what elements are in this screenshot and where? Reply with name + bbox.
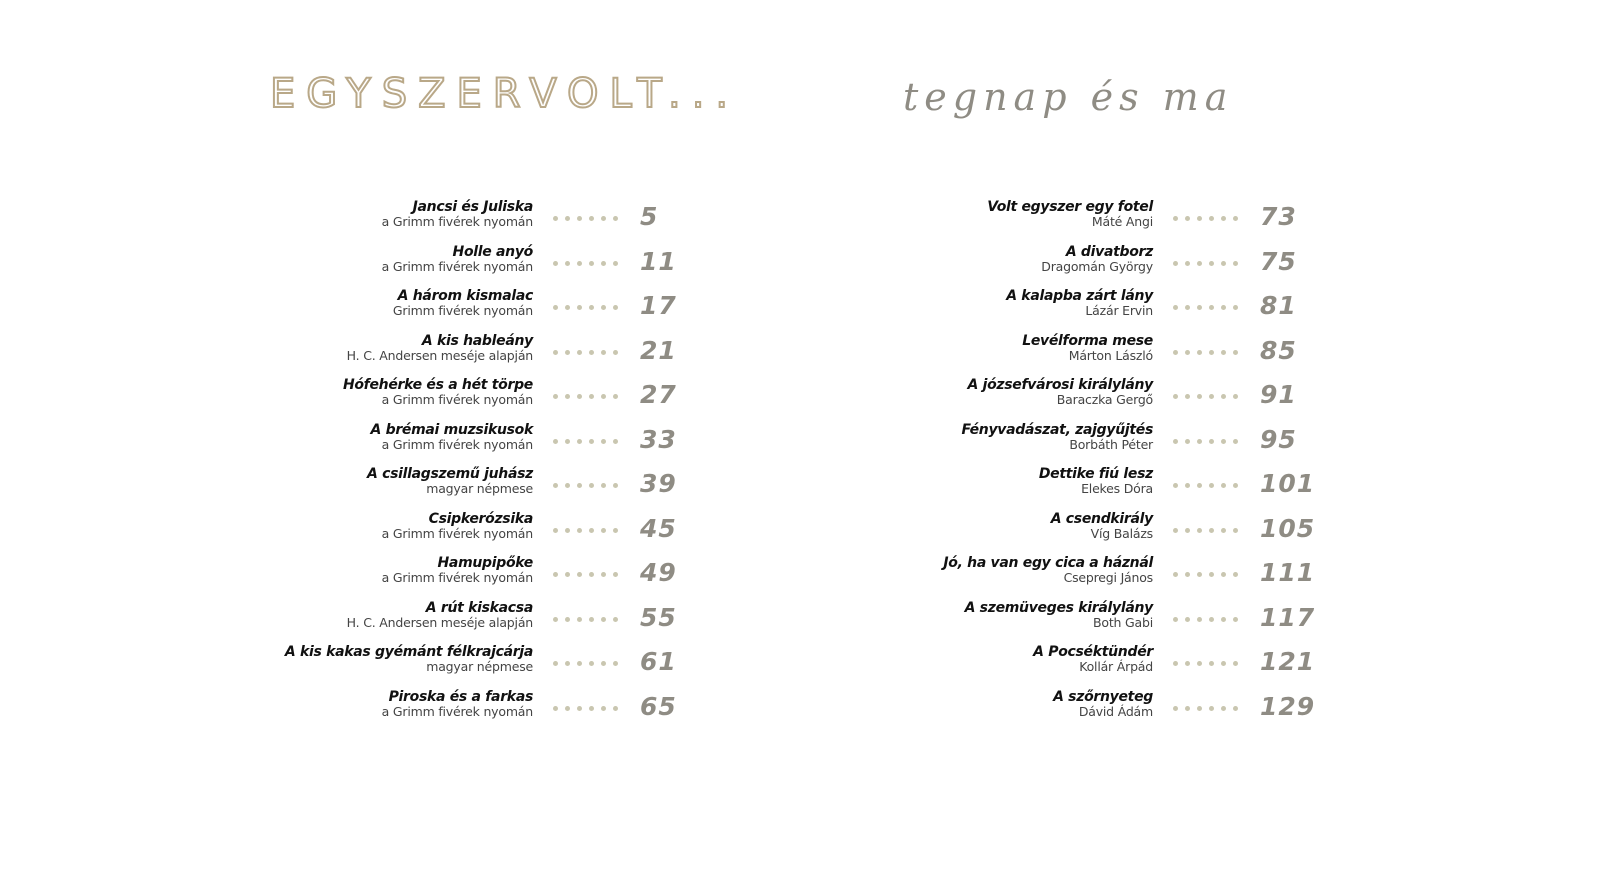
story-title: A rút kiskacsa [425,599,533,616]
story-title: A kis hableány [421,332,533,349]
leader-dot [577,305,582,310]
leader-dot [565,261,570,266]
leader-dot [1185,617,1190,622]
toc-entry[interactable] [620,512,1320,557]
toc-entry[interactable] [620,378,1320,423]
leader-dot [1185,305,1190,310]
dot-leader [1173,706,1238,711]
dot-leader [553,572,618,577]
leader-dot [553,439,558,444]
toc-entry-text [382,690,533,719]
leader-dot [1185,661,1190,666]
leader-dot [553,261,558,266]
leader-dot [1185,216,1190,221]
page-number: 21 [640,335,677,365]
leader-dot [613,394,618,399]
leader-dot [577,439,582,444]
toc-column-right [620,200,1320,734]
toc-entry-text [1041,245,1153,274]
leader-dot [1233,572,1238,577]
dot-leader [1173,261,1238,266]
leader-dot [1221,261,1226,266]
toc-entry[interactable] [620,690,1320,735]
leader-dot [601,706,606,711]
leader-dot [1185,483,1190,488]
toc-entry-text [382,512,533,541]
page-number: 85 [1260,335,1297,365]
leader-dot [1173,617,1178,622]
story-title: Fényvadászat, zajgyűjtés [961,421,1153,438]
story-author: a Grimm fivérek nyomán [381,525,533,541]
toc-entry[interactable] [0,645,700,690]
story-title: A józsefvárosi királylány [967,377,1153,393]
page-number: 61 [640,647,677,676]
story-author: Both Gabi [1093,614,1153,630]
toc-entry[interactable] [0,200,700,245]
leader-dot [1197,261,1202,266]
leader-dot [589,661,594,666]
leader-dot [1173,305,1178,310]
leader-dot [1197,617,1202,622]
leader-dot [589,483,594,488]
dot-leader [1173,528,1238,533]
toc-entry-text [1051,512,1153,541]
story-author: Elekes Dóra [1081,481,1153,496]
leader-dot [1173,706,1178,711]
leader-dot [1209,706,1214,711]
toc-entry-text [382,556,533,585]
leader-dot [1233,261,1238,266]
page-number: 81 [1260,291,1297,320]
leader-dot [553,661,558,666]
leader-dot [1233,706,1238,711]
leader-dot [1197,706,1202,711]
leader-dot [1221,617,1226,622]
leader-dot [1173,661,1178,666]
leader-dot [1233,305,1238,310]
leader-dot [613,661,618,666]
story-author: H. C. Andersen meséje alapján [346,614,533,630]
leader-dot [1221,706,1226,711]
leader-dot [1233,216,1238,221]
toc-entry[interactable] [0,378,700,423]
page-number: 65 [640,691,677,721]
leader-dot [1197,439,1202,444]
dot-leader [1173,350,1238,355]
toc-entry[interactable] [620,289,1320,334]
story-author: a Grimm fivérek nyomán [381,436,533,452]
leader-dot [1173,394,1178,399]
leader-dot [1233,350,1238,355]
story-title: A csillagszemű juhász [367,466,533,482]
leader-dot [565,572,570,577]
leader-dot [565,394,570,399]
leader-dot [601,528,606,533]
leader-dot [553,483,558,488]
leader-dot [613,305,618,310]
leader-dot [1233,528,1238,533]
leader-dot [589,216,594,221]
dot-leader [553,216,618,221]
leader-dot [565,350,570,355]
leader-dot [577,483,582,488]
toc-entry-text [1053,690,1153,719]
leader-dot [553,350,558,355]
leader-dot [1221,572,1226,577]
toc-entry[interactable] [0,289,700,334]
leader-dot [1197,661,1202,666]
leader-dot [1185,528,1190,533]
page-number: 11 [640,246,677,276]
leader-dot [1173,572,1178,577]
toc-entry-text [943,556,1153,585]
story-author: Máté Angi [1091,214,1153,229]
page-number: 105 [1260,513,1316,543]
story-author: Lázár Ervin [1085,303,1153,318]
leader-dot [589,394,594,399]
story-author: a Grimm fivérek nyomán [381,392,533,407]
leader-dot [1209,216,1214,221]
page-number: 33 [640,424,677,454]
dot-leader [553,483,618,488]
leader-dot [565,216,570,221]
story-author: Dragomán György [1041,258,1153,274]
leader-dot [601,261,606,266]
leader-dot [565,305,570,310]
page-number: 95 [1260,424,1297,454]
toc-entry-text [1033,645,1153,674]
story-title: A kalapba zárt lány [1006,288,1153,304]
story-title: A divatborz [1065,243,1153,260]
leader-dot [601,350,606,355]
toc-entry[interactable] [0,334,700,379]
leader-dot [1173,350,1178,355]
story-title: Levélforma mese [1022,332,1153,349]
story-title: Jó, ha van egy cica a háznál [943,555,1153,571]
leader-dot [1209,261,1214,266]
dot-leader [553,305,618,310]
leader-dot [1209,439,1214,444]
story-author: Baraczka Gergő [1056,392,1153,407]
story-title: A szőrnyeteg [1053,688,1153,705]
leader-dot [589,706,594,711]
leader-dot [565,617,570,622]
toc-entry[interactable] [0,512,700,557]
leader-dot [613,216,618,221]
page-number: 75 [1260,246,1297,276]
leader-dot [553,394,558,399]
book-subtitle: tegnap és ma [903,75,1234,119]
leader-dot [1221,350,1226,355]
leader-dot [1209,528,1214,533]
story-title: Dettike fiú lesz [1038,466,1153,482]
leader-dot [565,706,570,711]
leader-dot [553,617,558,622]
toc-entry-text [347,334,533,363]
leader-dot [553,528,558,533]
leader-dot [601,305,606,310]
toc-entry-text [382,200,533,229]
leader-dot [1209,572,1214,577]
page-number: 111 [1260,558,1316,587]
dot-leader [553,439,618,444]
leader-dot [565,528,570,533]
toc-column-left [0,200,700,734]
page-number: 49 [640,558,677,587]
page-number: 73 [1260,202,1297,231]
toc-entry[interactable] [0,423,700,468]
leader-dot [1185,394,1190,399]
leader-dot [1221,661,1226,666]
leader-dot [613,439,618,444]
story-author: a Grimm fivérek nyomán [381,570,533,585]
toc-entry-text [393,289,533,318]
page-number: 117 [1260,602,1316,632]
leader-dot [613,483,618,488]
leader-dot [1185,439,1190,444]
leader-dot [1233,661,1238,666]
leader-dot [589,350,594,355]
leader-dot [601,617,606,622]
leader-dot [1233,439,1238,444]
leader-dot [1209,350,1214,355]
story-author: a Grimm fivérek nyomán [381,214,533,229]
toc-entry[interactable] [620,245,1320,290]
leader-dot [577,261,582,266]
page-number: 45 [640,513,677,543]
leader-dot [1209,483,1214,488]
story-author: magyar népmese [426,481,533,496]
leader-dot [1233,394,1238,399]
leader-dot [1185,350,1190,355]
leader-dot [1197,305,1202,310]
toc-entry-text [1006,289,1153,318]
book-title: EGYSZERVOLT... [270,71,740,117]
toc-entry[interactable] [620,601,1320,646]
story-title: Hamupipőke [437,555,533,571]
dot-leader [1173,305,1238,310]
dot-leader [553,706,618,711]
dot-leader [1173,216,1238,221]
toc-entry-text [367,467,533,496]
leader-dot [601,394,606,399]
toc-entry[interactable] [620,334,1320,379]
leader-dot [613,617,618,622]
page-number: 55 [640,602,677,632]
leader-dot [1197,394,1202,399]
leader-dot [577,528,582,533]
leader-dot [601,572,606,577]
leader-dot [577,394,582,399]
leader-dot [553,706,558,711]
leader-dot [577,706,582,711]
leader-dot [1209,305,1214,310]
leader-dot [565,661,570,666]
leader-dot [553,305,558,310]
leader-dot [553,216,558,221]
leader-dot [1221,216,1226,221]
leader-dot [589,305,594,310]
toc-entry[interactable] [620,556,1320,601]
leader-dot [613,261,618,266]
dot-leader [553,394,618,399]
page-number: 91 [1260,380,1297,409]
leader-dot [1173,483,1178,488]
dot-leader [553,661,618,666]
leader-dot [553,572,558,577]
toc-entry-text [370,423,533,452]
toc-entry[interactable] [0,556,700,601]
dot-leader [553,350,618,355]
leader-dot [565,483,570,488]
dot-leader [1173,394,1238,399]
story-title: A három kismalac [397,288,533,304]
story-author: Csepregi János [1063,570,1153,585]
story-author: Kollár Árpád [1079,659,1153,674]
story-author: Víg Balázs [1090,525,1153,541]
leader-dot [1221,439,1226,444]
page-number: 129 [1260,691,1316,721]
leader-dot [1197,483,1202,488]
story-title: A csendkirály [1050,510,1153,527]
toc-entry-text [347,601,533,630]
story-author: magyar népmese [426,659,533,674]
story-title: Volt egyszer egy fotel [987,199,1153,215]
story-author: Dávid Ádám [1078,703,1153,719]
page-number: 27 [640,380,677,409]
story-title: Piroska és a farkas [388,688,533,705]
page-number: 17 [640,291,677,320]
leader-dot [589,572,594,577]
leader-dot [1209,617,1214,622]
story-title: A szemüveges királylány [964,599,1153,616]
page-number: 101 [1260,469,1316,498]
toc-entry-text [1022,334,1153,363]
leader-dot [601,439,606,444]
leader-dot [613,572,618,577]
toc-entry-text [1039,467,1153,496]
leader-dot [1209,661,1214,666]
leader-dot [1221,305,1226,310]
leader-dot [1197,216,1202,221]
toc-entry-text [965,601,1153,630]
toc-entry-text [967,378,1153,407]
leader-dot [1173,261,1178,266]
leader-dot [577,617,582,622]
leader-dot [577,572,582,577]
page-number: 5 [640,202,659,231]
leader-dot [589,528,594,533]
leader-dot [1185,706,1190,711]
dot-leader [1173,661,1238,666]
story-author: Grimm fivérek nyomán [392,303,533,318]
story-title: A brémai muzsikusok [370,421,533,438]
leader-dot [613,528,618,533]
leader-dot [613,350,618,355]
dot-leader [553,617,618,622]
story-title: Csipkerózsika [428,510,533,527]
leader-dot [1197,350,1202,355]
page-number: 39 [640,469,677,498]
leader-dot [1221,528,1226,533]
leader-dot [1221,394,1226,399]
leader-dot [601,216,606,221]
leader-dot [589,439,594,444]
leader-dot [1185,261,1190,266]
story-title: A kis kakas gyémánt félkrajcárja [284,644,533,660]
toc-entry[interactable] [0,245,700,290]
toc-entry[interactable] [0,601,700,646]
dot-leader [553,261,618,266]
leader-dot [1185,572,1190,577]
toc-entry-text [285,645,533,674]
toc-entry[interactable] [620,200,1320,245]
dot-leader [1173,439,1238,444]
toc-entry[interactable] [620,645,1320,690]
leader-dot [577,350,582,355]
toc-entry[interactable] [620,423,1320,468]
leader-dot [601,483,606,488]
leader-dot [589,617,594,622]
toc-entry-text [343,378,533,407]
leader-dot [1197,528,1202,533]
leader-dot [577,216,582,221]
story-title: Hófehérke és a hét törpe [342,377,533,393]
leader-dot [1221,483,1226,488]
leader-dot [1173,439,1178,444]
story-title: A Pocséktündér [1033,644,1153,660]
story-title: Holle anyó [452,243,533,260]
story-author: Borbáth Péter [1069,436,1153,452]
dot-leader [1173,572,1238,577]
story-author: Márton László [1068,347,1153,363]
leader-dot [1173,216,1178,221]
leader-dot [577,661,582,666]
dot-leader [553,528,618,533]
story-author: a Grimm fivérek nyomán [381,258,533,274]
leader-dot [1233,483,1238,488]
story-title: Jancsi és Juliska [412,199,533,215]
toc-entry-text [987,200,1153,229]
page-number: 121 [1260,647,1316,676]
leader-dot [601,661,606,666]
leader-dot [1209,394,1214,399]
leader-dot [1197,572,1202,577]
leader-dot [613,706,618,711]
toc-entry[interactable] [620,467,1320,512]
toc-entry[interactable] [0,690,700,735]
toc-entry-text [961,423,1153,452]
leader-dot [589,261,594,266]
toc-entry[interactable] [0,467,700,512]
dot-leader [1173,483,1238,488]
leader-dot [1173,528,1178,533]
leader-dot [565,439,570,444]
story-author: H. C. Andersen meséje alapján [346,347,533,363]
leader-dot [1233,617,1238,622]
story-author: a Grimm fivérek nyomán [381,703,533,719]
dot-leader [1173,617,1238,622]
toc-entry-text [382,245,533,274]
